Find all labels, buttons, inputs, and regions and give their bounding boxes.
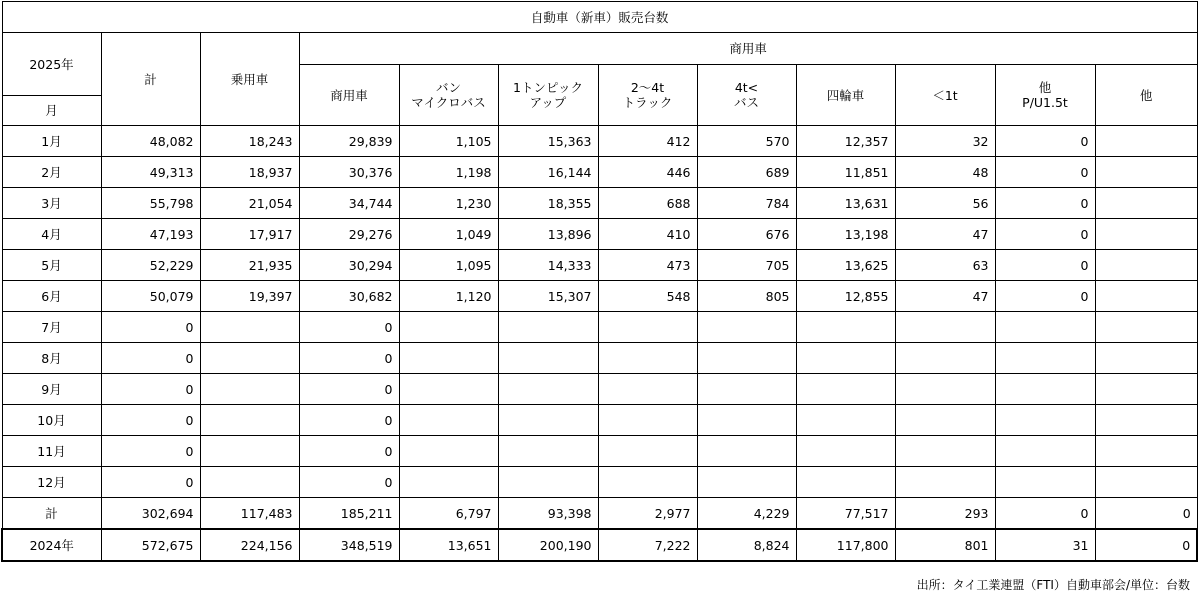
header-commercial: 商用車 xyxy=(299,65,399,126)
table-row xyxy=(2,498,1197,530)
table-cell xyxy=(796,312,895,343)
month-label-cell: 月 xyxy=(2,96,101,126)
table-cell: 55,798 xyxy=(101,188,200,219)
table-cell xyxy=(796,374,895,405)
row-label: 2月 xyxy=(2,157,101,188)
table-cell: 63 xyxy=(895,250,995,281)
source-note: 出所：タイ工業連盟（FTI）自動車部会/単位：台数 xyxy=(916,578,1190,592)
table-cell: 48 xyxy=(895,157,995,188)
table-cell: 185,211 xyxy=(299,498,399,530)
table-cell xyxy=(200,436,299,467)
table-cell xyxy=(200,343,299,374)
table-cell xyxy=(697,405,796,436)
table-cell: 0 xyxy=(299,343,399,374)
table-cell: 16,144 xyxy=(498,157,598,188)
table-cell: 446 xyxy=(598,157,697,188)
table-row xyxy=(2,405,1197,436)
table-cell: 0 xyxy=(995,281,1095,312)
table-cell: 0 xyxy=(101,343,200,374)
table-cell: 12,855 xyxy=(796,281,895,312)
table-cell xyxy=(200,467,299,498)
table-cell: 0 xyxy=(1095,529,1197,561)
sales-table-container xyxy=(1,1,1196,592)
table-cell: 1,198 xyxy=(399,157,498,188)
table-cell xyxy=(1095,312,1197,343)
table-cell: 13,198 xyxy=(796,219,895,250)
table-cell: 348,519 xyxy=(299,529,399,561)
row-label: 2024年 xyxy=(2,529,101,561)
row-label: 1月 xyxy=(2,126,101,157)
table-row xyxy=(2,281,1197,312)
table-cell: 7,222 xyxy=(598,529,697,561)
table-cell: 1,095 xyxy=(399,250,498,281)
row-label: 9月 xyxy=(2,374,101,405)
table-row xyxy=(2,126,1197,157)
table-cell: 0 xyxy=(995,126,1095,157)
table-cell: 13,896 xyxy=(498,219,598,250)
table-cell: 1,049 xyxy=(399,219,498,250)
table-cell: 1,230 xyxy=(399,188,498,219)
table-cell: 8,824 xyxy=(697,529,796,561)
row-label: 6月 xyxy=(2,281,101,312)
table-cell: 47 xyxy=(895,281,995,312)
table-cell: 801 xyxy=(895,529,995,561)
table-cell xyxy=(399,436,498,467)
table-cell xyxy=(498,343,598,374)
table-cell: 0 xyxy=(1095,498,1197,530)
row-label: 7月 xyxy=(2,312,101,343)
table-cell: 412 xyxy=(598,126,697,157)
table-cell xyxy=(598,467,697,498)
table-cell: 2,977 xyxy=(598,498,697,530)
table-cell xyxy=(1095,219,1197,250)
table-cell: 34,744 xyxy=(299,188,399,219)
header-other: 他 xyxy=(1095,65,1197,126)
table-cell: 302,694 xyxy=(101,498,200,530)
table-row xyxy=(2,188,1197,219)
table-cell xyxy=(1095,157,1197,188)
table-cell: 77,517 xyxy=(796,498,895,530)
table-cell xyxy=(498,312,598,343)
table-cell: 93,398 xyxy=(498,498,598,530)
table-cell: 17,917 xyxy=(200,219,299,250)
table-cell: 4,229 xyxy=(697,498,796,530)
table-cell: 19,397 xyxy=(200,281,299,312)
table-cell: 15,363 xyxy=(498,126,598,157)
table-cell: 11,851 xyxy=(796,157,895,188)
table-cell xyxy=(399,343,498,374)
header-commercial-group: 商用車 xyxy=(299,33,1197,65)
table-row xyxy=(2,219,1197,250)
table-cell xyxy=(399,312,498,343)
year-label-cell: 2025年 xyxy=(2,33,101,96)
table-cell xyxy=(200,312,299,343)
table-row xyxy=(2,250,1197,281)
table-cell: 47,193 xyxy=(101,219,200,250)
table-cell xyxy=(895,374,995,405)
table-row xyxy=(2,312,1197,343)
table-cell: 0 xyxy=(995,498,1095,530)
table-cell xyxy=(995,436,1095,467)
table-cell: 548 xyxy=(598,281,697,312)
table-cell xyxy=(895,343,995,374)
table-cell: 473 xyxy=(598,250,697,281)
table-title: 自動車（新車）販売台数 xyxy=(2,2,1197,33)
table-cell: 0 xyxy=(995,219,1095,250)
table-cell xyxy=(895,312,995,343)
table-cell xyxy=(399,467,498,498)
table-cell: 50,079 xyxy=(101,281,200,312)
table-row xyxy=(2,467,1197,498)
table-cell: 572,675 xyxy=(101,529,200,561)
table-cell: 0 xyxy=(101,374,200,405)
table-cell: 18,937 xyxy=(200,157,299,188)
row-label: 計 xyxy=(2,498,101,530)
table-cell xyxy=(200,374,299,405)
table-cell xyxy=(498,436,598,467)
table-cell: 32 xyxy=(895,126,995,157)
table-cell xyxy=(1095,126,1197,157)
table-cell: 0 xyxy=(299,436,399,467)
table-cell: 13,651 xyxy=(399,529,498,561)
table-row xyxy=(2,157,1197,188)
header-under-1t: ＜1t xyxy=(895,65,995,126)
table-cell: 52,229 xyxy=(101,250,200,281)
table-cell: 30,294 xyxy=(299,250,399,281)
table-row xyxy=(2,529,1197,561)
table-cell xyxy=(697,343,796,374)
table-cell: 570 xyxy=(697,126,796,157)
table-cell xyxy=(796,343,895,374)
table-cell xyxy=(895,436,995,467)
row-label: 11月 xyxy=(2,436,101,467)
table-row xyxy=(2,343,1197,374)
table-cell: 224,156 xyxy=(200,529,299,561)
table-cell: 49,313 xyxy=(101,157,200,188)
table-cell xyxy=(598,436,697,467)
table-cell: 29,839 xyxy=(299,126,399,157)
header-pickup: 1トンピック アップ xyxy=(498,65,598,126)
table-cell: 47 xyxy=(895,219,995,250)
table-cell xyxy=(598,343,697,374)
table-cell: 0 xyxy=(101,436,200,467)
header-passenger: 乗用車 xyxy=(200,33,299,126)
table-cell: 14,333 xyxy=(498,250,598,281)
table-cell: 13,631 xyxy=(796,188,895,219)
table-cell: 0 xyxy=(299,374,399,405)
table-cell: 0 xyxy=(299,405,399,436)
table-cell xyxy=(498,467,598,498)
table-cell: 56 xyxy=(895,188,995,219)
table-cell xyxy=(697,312,796,343)
table-cell: 705 xyxy=(697,250,796,281)
header-bus: 4t< バス xyxy=(697,65,796,126)
table-cell: 0 xyxy=(995,157,1095,188)
table-cell: 21,054 xyxy=(200,188,299,219)
table-cell xyxy=(796,405,895,436)
table-cell xyxy=(399,405,498,436)
table-cell xyxy=(1095,467,1197,498)
table-cell: 0 xyxy=(299,312,399,343)
table-cell: 13,625 xyxy=(796,250,895,281)
table-cell: 18,243 xyxy=(200,126,299,157)
table-cell: 30,376 xyxy=(299,157,399,188)
table-row xyxy=(2,374,1197,405)
table-cell xyxy=(796,436,895,467)
row-label: 8月 xyxy=(2,343,101,374)
header-truck: 2〜4t トラック xyxy=(598,65,697,126)
table-cell xyxy=(995,343,1095,374)
table-cell: 18,355 xyxy=(498,188,598,219)
table-cell: 1,120 xyxy=(399,281,498,312)
header-van: バン マイクロバス xyxy=(399,65,498,126)
row-label: 5月 xyxy=(2,250,101,281)
table-cell xyxy=(895,405,995,436)
table-cell: 0 xyxy=(995,188,1095,219)
table-cell: 0 xyxy=(995,250,1095,281)
table-cell xyxy=(1095,250,1197,281)
table-cell xyxy=(1095,343,1197,374)
table-cell: 676 xyxy=(697,219,796,250)
table-cell: 410 xyxy=(598,219,697,250)
row-label: 10月 xyxy=(2,405,101,436)
table-cell: 0 xyxy=(101,312,200,343)
table-cell xyxy=(200,405,299,436)
table-cell: 0 xyxy=(101,405,200,436)
table-cell: 12,357 xyxy=(796,126,895,157)
table-cell xyxy=(697,374,796,405)
table-cell xyxy=(399,374,498,405)
table-cell xyxy=(995,405,1095,436)
table-row xyxy=(2,436,1197,467)
table-cell xyxy=(1095,374,1197,405)
table-cell: 21,935 xyxy=(200,250,299,281)
table-cell xyxy=(796,467,895,498)
header-total: 計 xyxy=(101,33,200,126)
row-label: 3月 xyxy=(2,188,101,219)
header-four-wheel: 四輪車 xyxy=(796,65,895,126)
table-cell xyxy=(995,374,1095,405)
table-cell: 1,105 xyxy=(399,126,498,157)
table-cell: 117,483 xyxy=(200,498,299,530)
table-cell xyxy=(697,467,796,498)
table-cell: 29,276 xyxy=(299,219,399,250)
table-cell xyxy=(1095,188,1197,219)
table-cell: 0 xyxy=(299,467,399,498)
table-cell: 15,307 xyxy=(498,281,598,312)
table-cell xyxy=(895,467,995,498)
table-cell: 689 xyxy=(697,157,796,188)
table-cell: 48,082 xyxy=(101,126,200,157)
table-cell: 784 xyxy=(697,188,796,219)
table-cell xyxy=(598,374,697,405)
table-cell xyxy=(598,405,697,436)
table-cell: 688 xyxy=(598,188,697,219)
table-cell xyxy=(995,467,1095,498)
table-cell: 805 xyxy=(697,281,796,312)
table-cell: 117,800 xyxy=(796,529,895,561)
table-body xyxy=(2,126,1197,562)
table-cell: 0 xyxy=(101,467,200,498)
table-cell xyxy=(995,312,1095,343)
table-cell: 293 xyxy=(895,498,995,530)
table-cell: 31 xyxy=(995,529,1095,561)
sales-table xyxy=(1,1,1198,562)
row-label: 4月 xyxy=(2,219,101,250)
row-label: 12月 xyxy=(2,467,101,498)
header-other-pu: 他 P/U1.5t xyxy=(995,65,1095,126)
table-cell xyxy=(1095,436,1197,467)
table-cell: 200,190 xyxy=(498,529,598,561)
table-cell xyxy=(1095,281,1197,312)
table-cell xyxy=(697,436,796,467)
table-cell: 6,797 xyxy=(399,498,498,530)
table-cell xyxy=(498,405,598,436)
table-cell xyxy=(598,312,697,343)
table-cell: 30,682 xyxy=(299,281,399,312)
table-cell xyxy=(1095,405,1197,436)
table-cell xyxy=(498,374,598,405)
